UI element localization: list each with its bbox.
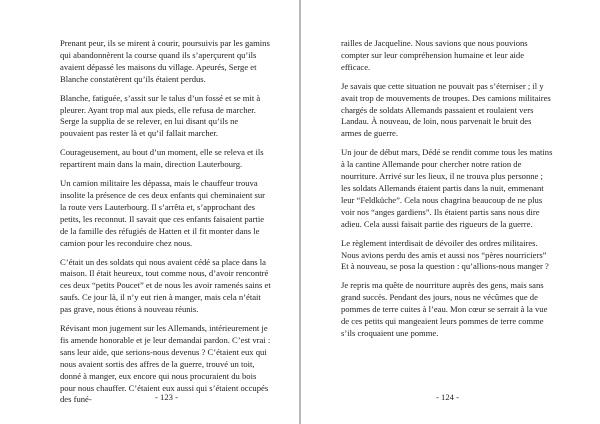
- paragraph: railles de Jacqueline. Nous savions que nous pouvions compter sur leur compréhension humaine et leur aide efficace.: [341, 38, 528, 72]
- right-page: [301, 0, 600, 424]
- paragraph: Je repris ma quête de nourriture auprès des gens, mais sans grand succès. Pendant des jours, nous ne vécûmes que de pommes de terre cuites à l’eau. Mon cœur se serrait à la vue de ces petits qui mangeaient leurs pommes de terre comme s’ils croquaient une pomme.: [341, 280, 548, 338]
- paragraph: Prenant peur, ils se mirent à courir, poursuivis par les gamins qui abandonnèrent la course quand ils s’aperçurent qu’ils avaient dépassé les maisons du village. Apeurés, Serge et Blanche constatèrent qu’ils étaient perdus.: [60, 38, 270, 84]
- paragraph: Le règlement interdisait de dévoiler des ordres militaires. Nous avions perdu des amis et aussi nos “pères nourriciers” Et à nouveau, se posa la question : qu’allions-nous manger ?: [341, 237, 549, 272]
- page-number: - 123 -: [155, 392, 178, 402]
- paragraph: Courageusement, au bout d’un moment, elle se releva et ils repartirent main dans la main, direction Lauterbourg.: [60, 147, 264, 170]
- left-page: [0, 0, 299, 424]
- paragraph: Blanche, fatiguée, s’assit sur le talus d’un fossé et se mit à pleurer. Ayant trop mal aux pieds, elle refusa de marcher. Serge la supplia de se relever, en lui disant qu’ils ne pouvaient pas rester là et qu’il fallait marcher.: [60, 92, 261, 139]
- paragraph: Un camion militaire les dépassa, mais le chauffeur trouva insolite la présence de ces deux enfants qui cheminaient sur la route vers Lauterbourg. Il s’arrêta et, s’approchant des petits, les reconnut. Il savait que ces enfants faisaient partie de la famille des réfugiés de Hatten et il fit monter dans le camion pour les reconduire chez nous.: [60, 178, 265, 248]
- paragraph: Je savais que cette situation ne pouvait pas s’éterniser ; il y avait trop de mouvements de troupes. Des camions militaires chargés de soldats Allemands passaient et roulaient vers Landau. À nouveau, de loin, nous parvenait le bruit des armes de guerre.: [341, 80, 551, 139]
- page-number: - 124 -: [436, 392, 459, 402]
- paragraph: C’était un des soldats qui nous avaient cédé sa place dans la maison. Il était heureux, tout comme nous, d’avoir rencontré ces deux “petits Poucet” et de nous les avoir ramenés sains et saufs. Ce jour là, il n’y eut rien à manger, mais cela n’était pas grave, nous étions à nouveau réunis.: [60, 256, 271, 315]
- paragraph: Révisant mon jugement sur les Allemands, intérieurement je fis amende honorable et je leur demandai pardon. C’est vrai : sans leur aide, que serions-nous devenus ? C’étaient eux qui nous avaient sortis des affres de la guerre, trouvé un toit, donné à manger, eux encore qui nous procuraient du bois pour nous chauffer. C’étaient eux aussi qui s’étaient occupés des funé-: [60, 323, 271, 405]
- paragraph: Un jour de début mars, Dédé se rendit comme tous les matins à la cantine Allemande pour chercher notre ration de nourriture. Arrivé sur les lieux, il ne trouva plus personne ; les soldats Allemands étaient partis dans la nuit, emmenant leur “Feldküche”. Cela nous chagrina beaucoup de ne plus voir nos “anges gardiens”. Ils étaient partis sans nous dire adieu. Cela aussi faisait partie des rigueurs de la guerre.: [341, 147, 553, 229]
